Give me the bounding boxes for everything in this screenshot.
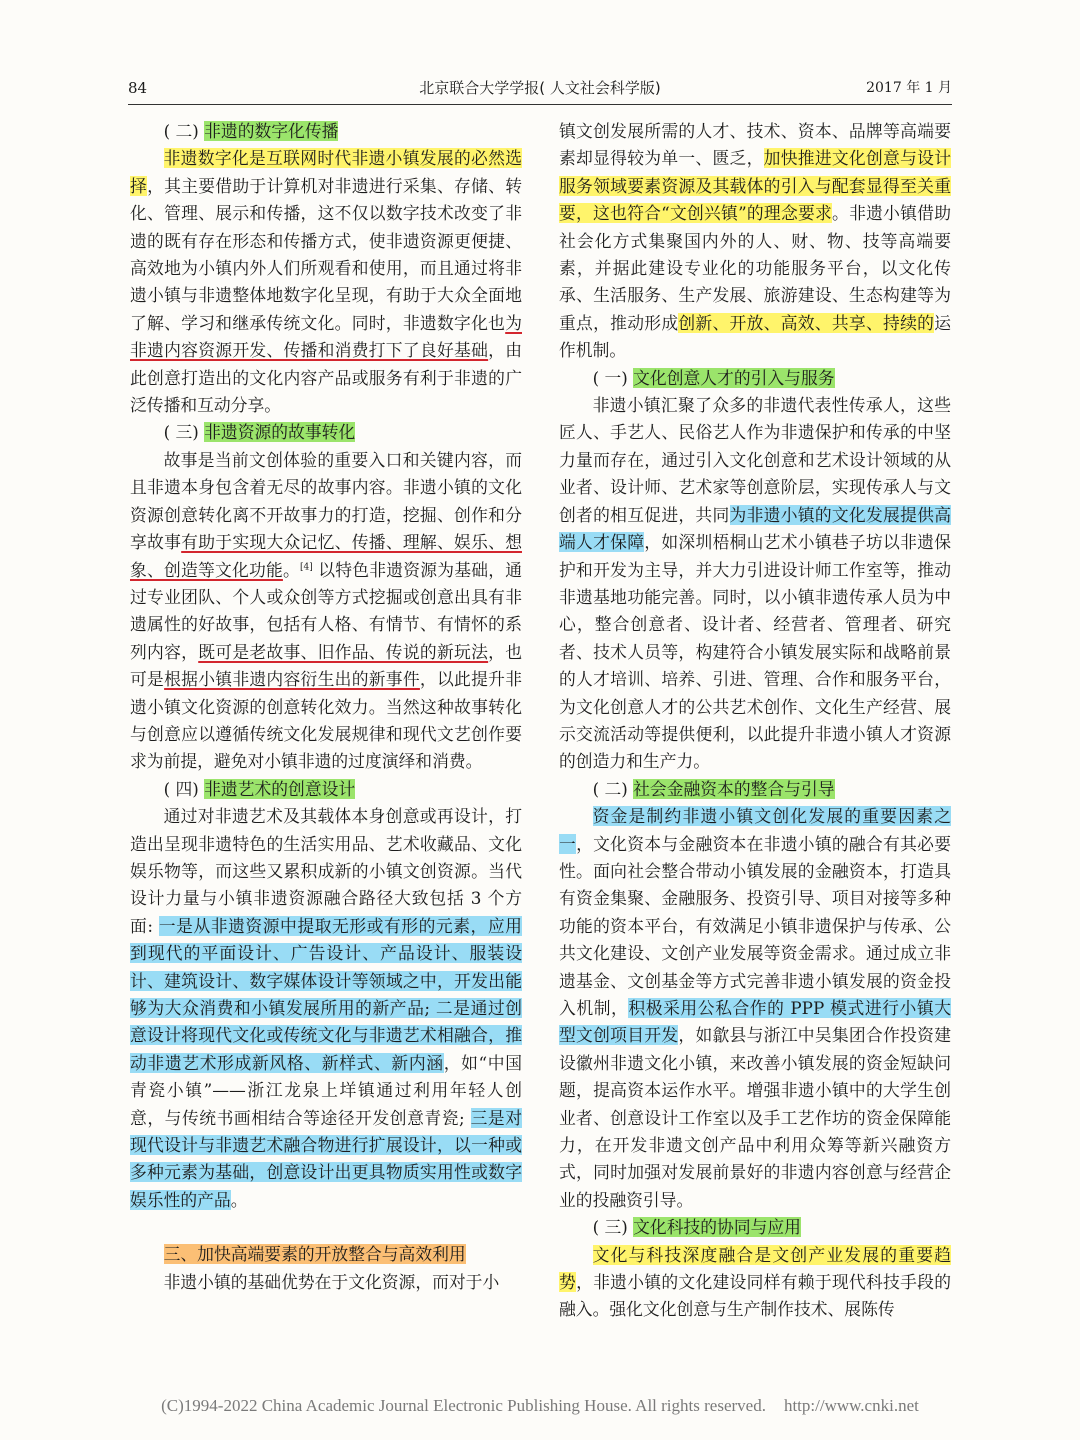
section-heading [559, 776, 951, 803]
paragraph [130, 145, 522, 419]
section-number: ( 二) [163, 121, 205, 141]
text-run: ，以此提升非遗小镇文化资源的创意转化效力。当然这种故事转化与创意应以遵循传统文化发展规律和现代文艺创作要求为前提，避免对小镇非遗的过度演绎和消费。 [130, 669, 522, 772]
highlight-blue: 三是对现代设计与非遗艺术融合物进行扩展设计，以一种或多种元素为基础，创意设计出更具物质实用性或数字娱乐性的产品 [130, 1107, 522, 1210]
text-run: 。 [282, 559, 300, 580]
chapter-heading [130, 1241, 522, 1268]
text-run: 镇文创发展所需的人才、技术、资本、品牌等高端要素却显得较为单一、匮乏， [559, 121, 951, 169]
text-run: ，如“中国青瓷小镇”——浙江龙泉上垟镇通过利用年轻人创意，与传统书画相结合等途径开发创意青瓷; [130, 1052, 522, 1128]
text-run: ，如深圳梧桐山艺术小镇巷子坊以非遗保护和开发为主导，并大力引进设计师工作室等，推动非遗基地功能完善。同时，以小镇非遗传承人员为中心，整合创意者、设计者、经营者、管理者、研究者、技术人员等，构建符合小镇发展实际和战略前景的人才培训、培养、引进、管理、合作和服务平台，为文化创意人才的公共艺术创作、文化生产经营、展示交流活动等提供便利，以此提升非遗小镇人才资源的创造力和生产力。 [559, 532, 951, 772]
underlined-text: 既可是老故事、旧作品、传说的新玩法 [198, 641, 489, 662]
text-run: 非遗小镇汇聚了众多的非遗代表性传承人，这些匠人、手艺人、民俗艺人作为非遗保护和传承的中坚力量而存在，通过引入文化创意和艺术设计领域的从业者、设计师、艺术家等创意阶层，实现传承人与文创者的相互促进，共同 [559, 395, 951, 525]
header-rule [128, 104, 952, 105]
text-run: 以特色非遗资源为基础，通过专业团队、个人或众创等方式挖掘或创意出具有非遗属性的好故事，包括有人格、有情节、有情怀的系列内容， [130, 559, 522, 662]
text-run: 非遗小镇的基础优势在于文化资源，而对于小 [163, 1271, 500, 1292]
right-column [559, 118, 951, 1324]
section-title: 非遗艺术的创意设计 [204, 778, 356, 799]
paragraph [559, 803, 951, 1214]
highlight-blue: 资金是制约非遗小镇文创化发展的重要因素之一 [559, 806, 951, 854]
section-heading [130, 419, 522, 446]
section-number: ( 二) [592, 778, 634, 799]
underlined-text: 有助于实现大众记忆、传播、理解、娱乐、想象、创造等文化功能 [130, 532, 522, 580]
page-number: 84 [128, 79, 148, 97]
section-title: 非遗资源的故事转化 [204, 422, 356, 443]
highlight-blue: 一是从非遗资源中提取无形或有形的元素 [158, 915, 471, 936]
text-run: ，文化资本与金融资本在非遗小镇的融合有其必要性。面向社会整合带动小镇发展的金融资本，打造具有资金集聚、金融服务、投资引导、项目对接等多种功能的资本平台，有效满足小镇非遗保护与传承、公共文化建设、文创产业发展等资金需求。通过成立非遗基金、文创基金等方式完善非遗小镇发展的资金投入机制， [559, 833, 951, 1018]
section-number: ( 四) [163, 778, 205, 799]
paragraph [130, 803, 522, 1214]
chapter-title: 三、加快高端要素的开放整合与高效利用 [163, 1244, 466, 1265]
section-heading [130, 118, 522, 145]
section-heading [130, 776, 522, 803]
highlight-blue: 为非遗小镇的文化发展提供高端人才保障 [559, 504, 951, 553]
section-number: ( 三) [163, 422, 205, 443]
copyright-text: (C)1994-2022 China Academic Journal Electronic Publishing House. All rights reserved. [161, 1396, 766, 1415]
copyright-footer [0, 1396, 1080, 1416]
paragraph [130, 447, 522, 776]
text-run: ，由此创意打造出的文化内容产品或服务有利于非遗的广泛传播和互动分享。 [130, 340, 522, 416]
journal-title: 北京联合大学学报( 人文社会科学版) [419, 79, 661, 97]
highlight-blue: 积极采用公私合作的 PPP 模式进行小镇大型文创项目开发 [559, 998, 951, 1046]
text-run: 。非遗小镇借助社会化方式集聚国内外的人、财、物、技等高端要素，并据此建设专业化的功能服务平台，以文化传承、生活服务、生产发展、旅游建设、生态构建等为重点，推动形成 [559, 203, 951, 333]
section-heading [559, 365, 951, 392]
issue-date: 2017 年 1 月 [866, 80, 952, 96]
section-title: 文化科技的协同与应用 [633, 1217, 801, 1238]
highlight-yellow: 文化与科技深度融合是文创产业发展的重要趋势 [559, 1244, 951, 1293]
left-column [130, 118, 522, 1296]
section-title: 非遗的数字化传播 [204, 121, 339, 141]
section-title: 文化创意人才的引入与服务 [633, 367, 835, 388]
text-run: ，如歙县与浙江中吴集团合作投资建设徽州非遗文化小镇，来改善小镇发展的资金短缺问题，提高资本运作水平。增强非遗小镇中的大学生创业者、创意设计工作室以及手工艺作坊的资金保障能力，在开发非遗文创产品中利用众筹等新兴融资方式，同时加强对发展前景好的非遗内容创意与经营企业的投融资引导。 [559, 1025, 951, 1210]
section-number: ( 三) [592, 1217, 634, 1238]
section-heading [559, 1214, 951, 1241]
paragraph [559, 1242, 951, 1324]
text-run: 。 [230, 1189, 248, 1210]
text-run: 故事是当前文创体验的重要入口和关键内容，而且非遗本身包含着无尽的故事内容。非遗小镇的文化资源创意转化离不开故事力的打造，挖掘、创作和分享故事 [130, 449, 522, 553]
text-run: 运作机制。 [559, 312, 951, 361]
text-run: ，也可是 [130, 641, 522, 690]
underlined-text: 根据小镇非遗内容衍生出的新事件 [164, 669, 420, 690]
spacer [130, 1214, 522, 1241]
text-run: ，其主要借助于计算机对非遗进行采集、存储、转化、管理、展示和传播，这不仅以数字技术改变了非遗的既有存在形态和传播方式，使非遗资源更便捷、高效地为小镇内外人们所观看和使用，而且通过将非遗小镇与非遗整体地数字化呈现，有助于大众全面地了解、学习和继承传统文化。同时，非遗数字化也 [130, 175, 522, 333]
highlight-yellow: 加快推进文化创意与设计服务领域要素资源及其载体的引入与配套显得至关重要，这也符合“文创兴镇”的理念要求 [559, 148, 951, 224]
section-title: 社会金融资本的整合与引导 [633, 778, 835, 799]
highlight-yellow: 非遗数字化是互联网时代非遗小镇发展的必然选择 [130, 148, 522, 196]
highlight-yellow: 创新、开放、高效、共享、持续的 [678, 312, 935, 333]
footer-url[interactable]: http://www.cnki.net [783, 1396, 919, 1415]
text-run: ，非遗小镇的文化建设同样有赖于现代科技手段的融入。强化文化创意与生产制作技术、展陈传 [559, 1272, 951, 1320]
paragraph [130, 1269, 522, 1296]
highlight-blue: ，应用到现代的平面设计、广告设计、产品设计、服装设计、建筑设计、数字媒体设计等领域之中，开发出能够为大众消费和小镇发展所用的新产品; 二是通过创意设计将现代文化或传统文化与非遗艺术相融合，推动非遗艺术形成新风格、新样式、新内涵 [130, 915, 522, 1073]
text-run: 通过对非遗艺术及其载体本身创意或再设计，打造出呈现非遗特色的生活实用品、艺术收藏品、文化娱乐物等，而这些又累积成新的小镇文创资源。当代设计力量与小镇非遗资源融合路径大致包括 3 个方面: [130, 806, 522, 936]
paragraph [559, 392, 951, 776]
citation-ref: [4] [299, 561, 313, 572]
paragraph [559, 118, 951, 365]
underlined-text: 为非遗内容资源开发、传播和消费打下了良好基础 [130, 312, 522, 361]
section-number: ( 一) [592, 367, 634, 388]
